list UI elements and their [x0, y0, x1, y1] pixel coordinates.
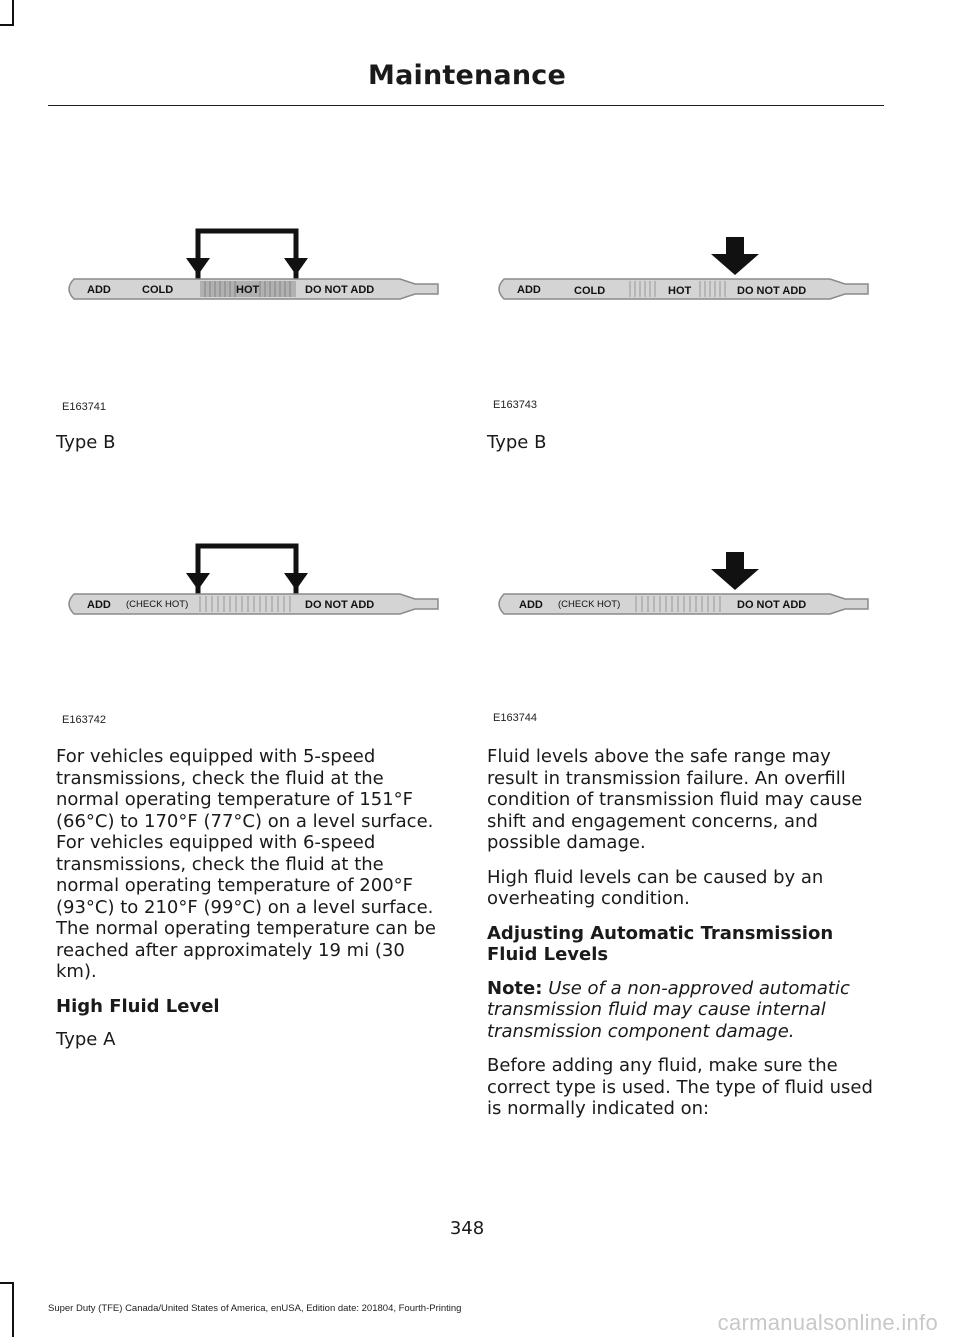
overheating-paragraph: High fluid levels can be caused by an overheating condition. — [487, 866, 824, 909]
footer-edition-text: Super Duty (TFE) Canada/United States of America, enUSA, Edition date: 201804, Fourth-Printing — [48, 1303, 462, 1314]
dipstick-figure-4 — [490, 540, 875, 625]
fluid-type-paragraph: Before adding any fluid, make sure the correct type is used. The type of fluid used is normally indicated on: — [487, 1055, 873, 1119]
section-heading-high-fluid-level: High Fluid Level — [56, 995, 220, 1017]
dipstick-figure-2 — [490, 225, 875, 310]
dipstick-figure-1 — [60, 225, 445, 310]
overfill-paragraph: Fluid levels above the safe range may result in transmission failure. An overfill condition of transmission fluid may cause shift and engagement concerns, and possible damage. — [487, 746, 863, 853]
crop-mark-top-left — [12, 0, 14, 26]
operating-temperature-paragraph: For vehicles equipped with 5-speed transmissions, check the fluid at the normal operating temperature of 151°F (66°C) to 170°F (77°C) on a level surface. For vehicles equipped with 6-speed transmissions, check the fluid at the normal operating temperature of 200°F (93°C) to 210°F (99°C) on a level surface. The normal operating temperature can be reached after approximately 19 mi (30 km). — [56, 746, 436, 982]
label-add: ADD — [87, 284, 111, 296]
crop-mark-bottom-left — [12, 1282, 14, 1337]
dipstick-illustration — [490, 225, 875, 310]
label-add: ADD — [517, 284, 541, 296]
note-paragraph — [487, 978, 882, 1043]
figure-code: E163741 — [62, 401, 107, 413]
crop-mark-bottom-left-h — [0, 1282, 14, 1284]
dipstick-illustration — [60, 225, 445, 310]
page-title: Maintenance — [368, 60, 566, 91]
type-a-label: Type A — [56, 1029, 116, 1050]
dipstick-illustration — [60, 540, 445, 625]
label-do-not-add: DO NOT ADD — [737, 599, 807, 611]
figure-code: E163744 — [493, 712, 538, 724]
label-hot: HOT — [236, 284, 260, 296]
note-text: Use of a non-approved automatic transmission fluid may cause internal transmission component damage. — [487, 977, 850, 1042]
page-number: 348 — [449, 1218, 485, 1239]
label-do-not-add: DO NOT ADD — [305, 284, 375, 296]
label-do-not-add: DO NOT ADD — [737, 285, 807, 297]
label-add: ADD — [519, 599, 543, 611]
left-column — [56, 746, 451, 1064]
label-cold: COLD — [574, 285, 606, 297]
dipstick-illustration — [490, 540, 875, 625]
section-heading-adjusting-levels: Adjusting Automatic Transmission Fluid Levels — [487, 922, 834, 965]
dipstick-figure-3 — [60, 540, 445, 625]
right-column — [487, 746, 882, 1133]
figure-code: E163743 — [493, 399, 538, 411]
watermark: carmanualsonline.info — [717, 1310, 938, 1335]
label-hot: HOT — [668, 285, 692, 297]
label-check-hot: (CHECK HOT) — [558, 599, 621, 610]
header-rule — [48, 105, 884, 106]
label-check-hot: (CHECK HOT) — [126, 599, 189, 610]
caption-type-b-left: Type B — [56, 432, 116, 453]
figure-code: E163742 — [62, 714, 107, 726]
label-add: ADD — [87, 599, 111, 611]
label-cold: COLD — [142, 284, 174, 296]
label-do-not-add: DO NOT ADD — [305, 599, 375, 611]
note-label: Note: — [487, 977, 543, 999]
crop-mark-top-left-h — [0, 24, 14, 26]
caption-type-b-right: Type B — [487, 432, 547, 453]
